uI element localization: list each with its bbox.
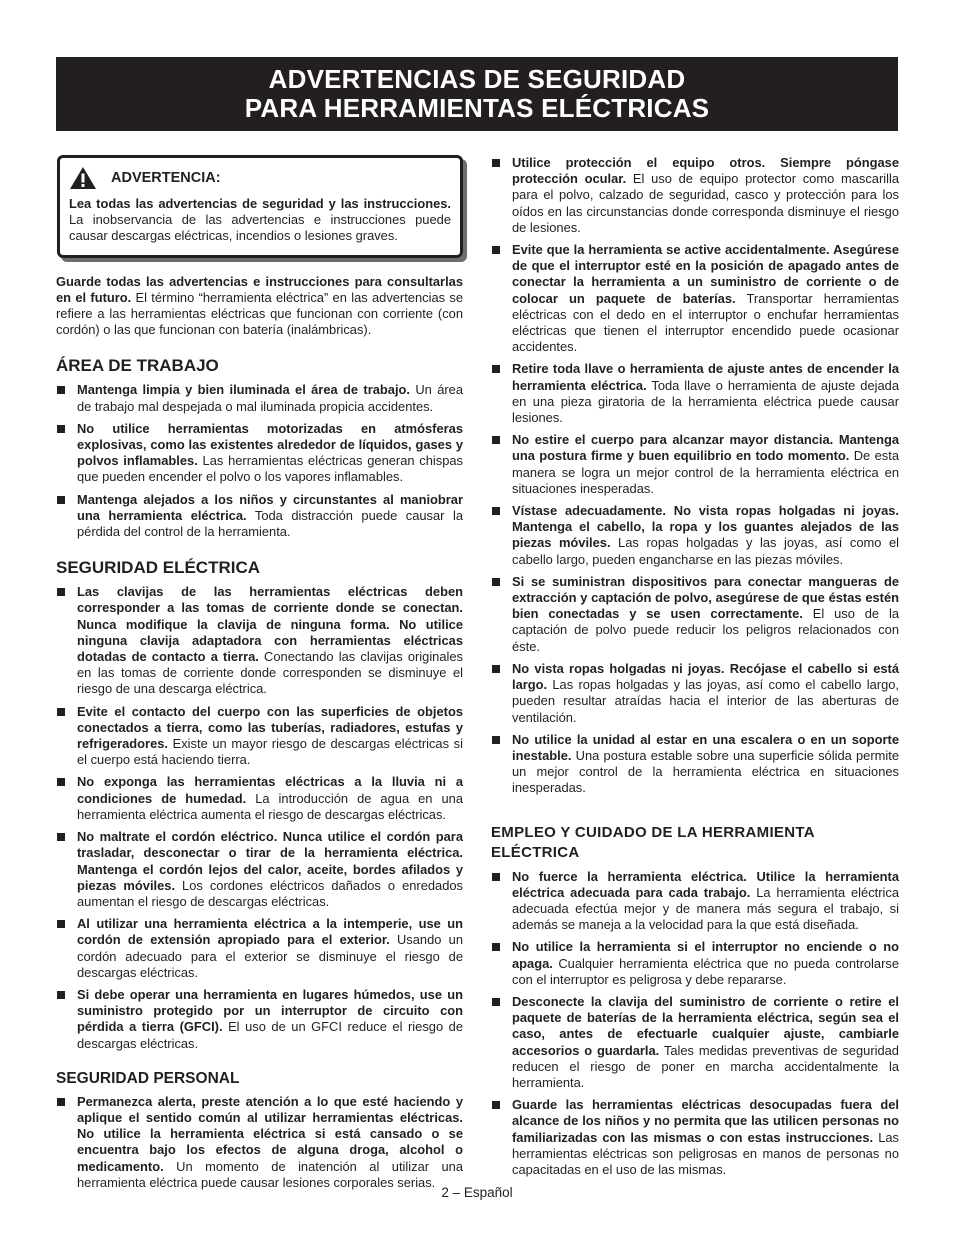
warning-triangle-icon xyxy=(69,166,97,190)
list-area-trabajo xyxy=(56,382,463,540)
list-item: Mantenga alejados a los niños y circunstantes al maniobrar una herramienta eléctrica. Toda distracción puede causar la pérdida del control de la herramienta. xyxy=(56,492,463,541)
heading-seguridad-electrica: SEGURIDAD ELÉCTRICA xyxy=(56,558,261,578)
list-item: Si se suministran dispositivos para conectar mangueras de extracción y captación de polvo, asegúrese de que éstas estén bien conectadas y se usen correctamente. El uso de la captación de polvo puede reducir los peligros relacionados con éste. xyxy=(491,574,899,655)
list-item: Mantenga limpia y bien iluminada el área de trabajo. Un área de trabajo mal despejada o mal iluminada propicia accidentes. xyxy=(56,382,463,414)
list-item: No vista ropas holgadas ni joyas. Recójase el cabello si está largo. Las ropas holgadas y las joyas, así como el cabello largo, pueden resultar atraídas hacia el interior de las aberturas de ventilación. xyxy=(491,661,899,726)
warning-label: ADVERTENCIA: xyxy=(111,169,221,186)
title-banner xyxy=(56,57,898,131)
list-empleo-cuidado xyxy=(491,869,899,1179)
warning-header xyxy=(69,166,451,190)
intro-bold: Guarde todas las advertencias e instrucciones para consultarlas en el futuro. xyxy=(56,273,463,305)
warning-body: La inobservancia de las advertencias e instrucciones puede causar descargas eléctricas, incendios o lesiones graves. xyxy=(69,212,451,244)
list-item: No exponga las herramientas eléctricas a la lluvia ni a condiciones de humedad. La introducción de agua en una herramienta eléctrica aumenta el riesgo de descargas eléctricas. xyxy=(56,774,463,823)
intro-body: El término “herramienta eléctrica” en las advertencias se refiere a las herramientas eléctricas que funcionan con corriente (con cordón) o las que funcionan con batería (inalámbricas). xyxy=(56,289,463,338)
list-item: No maltrate el cordón eléctrico. Nunca utilice el cordón para trasladar, desconectar o tirar de la herramienta eléctrica. Mantenga el cordón lejos del calor, aceite, bordes afilados y piezas móviles. Los cordones eléctricos dañados o enredados aumentan el riesgo de descargas eléctricas. xyxy=(56,829,463,910)
list-item: No estire el cuerpo para alcanzar mayor distancia. Mantenga una postura firme y buen equilibrio en todo momento. De esta manera se logra un mejor control de la herramienta eléctrica en situaciones inesperadas. xyxy=(491,432,899,497)
list-item: No utilice herramientas motorizadas en atmósferas explosivas, como las existentes alrededor de líquidos, gases y polvos inflamables. Las herramientas eléctricas generan chispas que pueden encender el polvo o los vapores inflamables. xyxy=(56,421,463,486)
list-item: Utilice protección el equipo otros. Siempre póngase protección ocular. El uso de equipo protector como mascarilla para el polvo, calzado de seguridad, casco y protección para los oídos en las circunstancias donde corresponda disminuye el riesgo de lesiones. xyxy=(491,155,899,236)
list-seguridad-personal xyxy=(56,1094,463,1191)
list-item: Retire toda llave o herramienta de ajuste antes de encender la herramienta eléctrica. Toda llave o herramienta de ajuste dejada en una pieza giratoria de la herramienta eléctrica puede causar lesiones. xyxy=(491,361,899,426)
heading-empleo-cuidado: EMPLEO Y CUIDADO DE LA HERRAMIENTA ELÉCTRICA xyxy=(491,823,815,861)
left-column xyxy=(56,155,463,1197)
list-item: Guarde las herramientas eléctricas desocupadas fuera del alcance de los niños y no permita que las utilicen personas no familiarizadas con las mismas o con estas instrucciones. Las herramientas eléctricas son peligrosas en manos de personas no capacitadas en el uso de las mismas. xyxy=(491,1097,899,1178)
list-item: Desconecte la clavija del suministro de corriente o retire el paquete de baterías de la herramienta eléctrica, según sea el caso, antes de efectuarle cualquier ajuste, cambiarle accesorios o guardarla. Tales medidas preventivas de seguridad reducen el riesgo de poner en marcha accidentalmente la herramienta. xyxy=(491,994,899,1091)
list-item: Evite el contacto del cuerpo con las superficies de objetos conectados a tierra, como las tuberías, radiadores, estufas y refrigeradores. Existe un mayor riesgo de descargas eléctricas si el cuerpo está haciendo tierra. xyxy=(56,704,463,769)
list-item: Vístase adecuadamente. No vista ropas holgadas ni joyas. Mantenga el cabello, la ropa y los guantes alejados de las piezas móviles. Las ropas holgadas y las joyas, así como el cabello largo, pueden engancharse en las piezas móviles. xyxy=(491,503,899,568)
heading-seguridad-personal: SEGURIDAD PERSONAL xyxy=(56,1069,240,1087)
list-item: Si debe operar una herramienta en lugares húmedos, use un suministro protegido por un interruptor de circuito con pérdida a tierra (GFCI). El uso de un GFCI reduce el riesgo de descargas eléctricas. xyxy=(56,987,463,1052)
warning-text xyxy=(69,196,451,245)
right-column xyxy=(491,155,899,1184)
list-item: Permanezca alerta, preste atención a lo que esté haciendo y aplique el sentido común al utilizar herramientas eléctricas. No utilice la herramienta eléctrica si está cansado o se encuentra bajo los efectos de alguna droga, alcohol o medicamento. Un momento de inatención al utilizar una herramienta eléctrica puede causar lesiones corporales serias. xyxy=(56,1094,463,1191)
list-item: Las clavijas de las herramientas eléctricas deben corresponder a las tomas de corriente donde se conectan. Nunca modifique la clavija de ninguna forma. No utilice ninguna clavija adaptadora con herramientas eléctricas dotadas de contacto a tierra. Conectando las clavijas originales en las tomas de corriente donde corresponden se disminuye el riesgo de una descarga eléctrica. xyxy=(56,584,463,697)
heading-area-trabajo: ÁREA DE TRABAJO xyxy=(56,356,219,376)
warning-box xyxy=(57,155,463,258)
list-item: Al utilizar una herramienta eléctrica a la intemperie, use un cordón de extensión apropiado para el exterior. Usando un cordón adecuado para el exterior se disminuye el riesgo de descargas eléctricas. xyxy=(56,916,463,981)
list-item: No utilice la unidad al estar en una escalera o en un soporte inestable. Una postura estable sobre una superficie sólida permite un mejor control de la herramienta eléctrica en situaciones inesperadas. xyxy=(491,732,899,797)
intro-paragraph xyxy=(56,274,463,339)
list-item: Evite que la herramienta se active accidentalmente. Asegúrese de que el interruptor esté en la posición de apagado antes de conectar la herramienta a un suministro de corriente o de colocar un paquete de baterías. Transportar herramientas eléctricas con el dedo en el interruptor o enchufar herramientas eléctricas que tienen el interruptor encendido puede ocasionar accidentes. xyxy=(491,242,899,355)
warning-bold: Lea todas las advertencias de seguridad y las instrucciones. xyxy=(69,196,451,211)
page-footer: 2 – Español xyxy=(441,1185,513,1200)
list-seguridad-personal-cont xyxy=(491,155,899,797)
list-item: No fuerce la herramienta eléctrica. Utilice la herramienta eléctrica adecuada para cada trabajo. La herramienta eléctrica adecuada efectúa mejor y de manera más segura el trabajo, si además se maneja a la velocidad para la que está diseñada. xyxy=(491,869,899,934)
list-item: No utilice la herramienta si el interruptor no enciende o no apaga. Cualquier herramienta eléctrica que no pueda controlarse con el interruptor es peligrosa y debe repararse. xyxy=(491,939,899,988)
title-line-1: ADVERTENCIAS DE SEGURIDAD xyxy=(268,64,686,94)
list-seguridad-electrica xyxy=(56,584,463,1051)
title-line-2: PARA HERRAMIENTAS ELÉCTRICAS xyxy=(244,93,710,123)
